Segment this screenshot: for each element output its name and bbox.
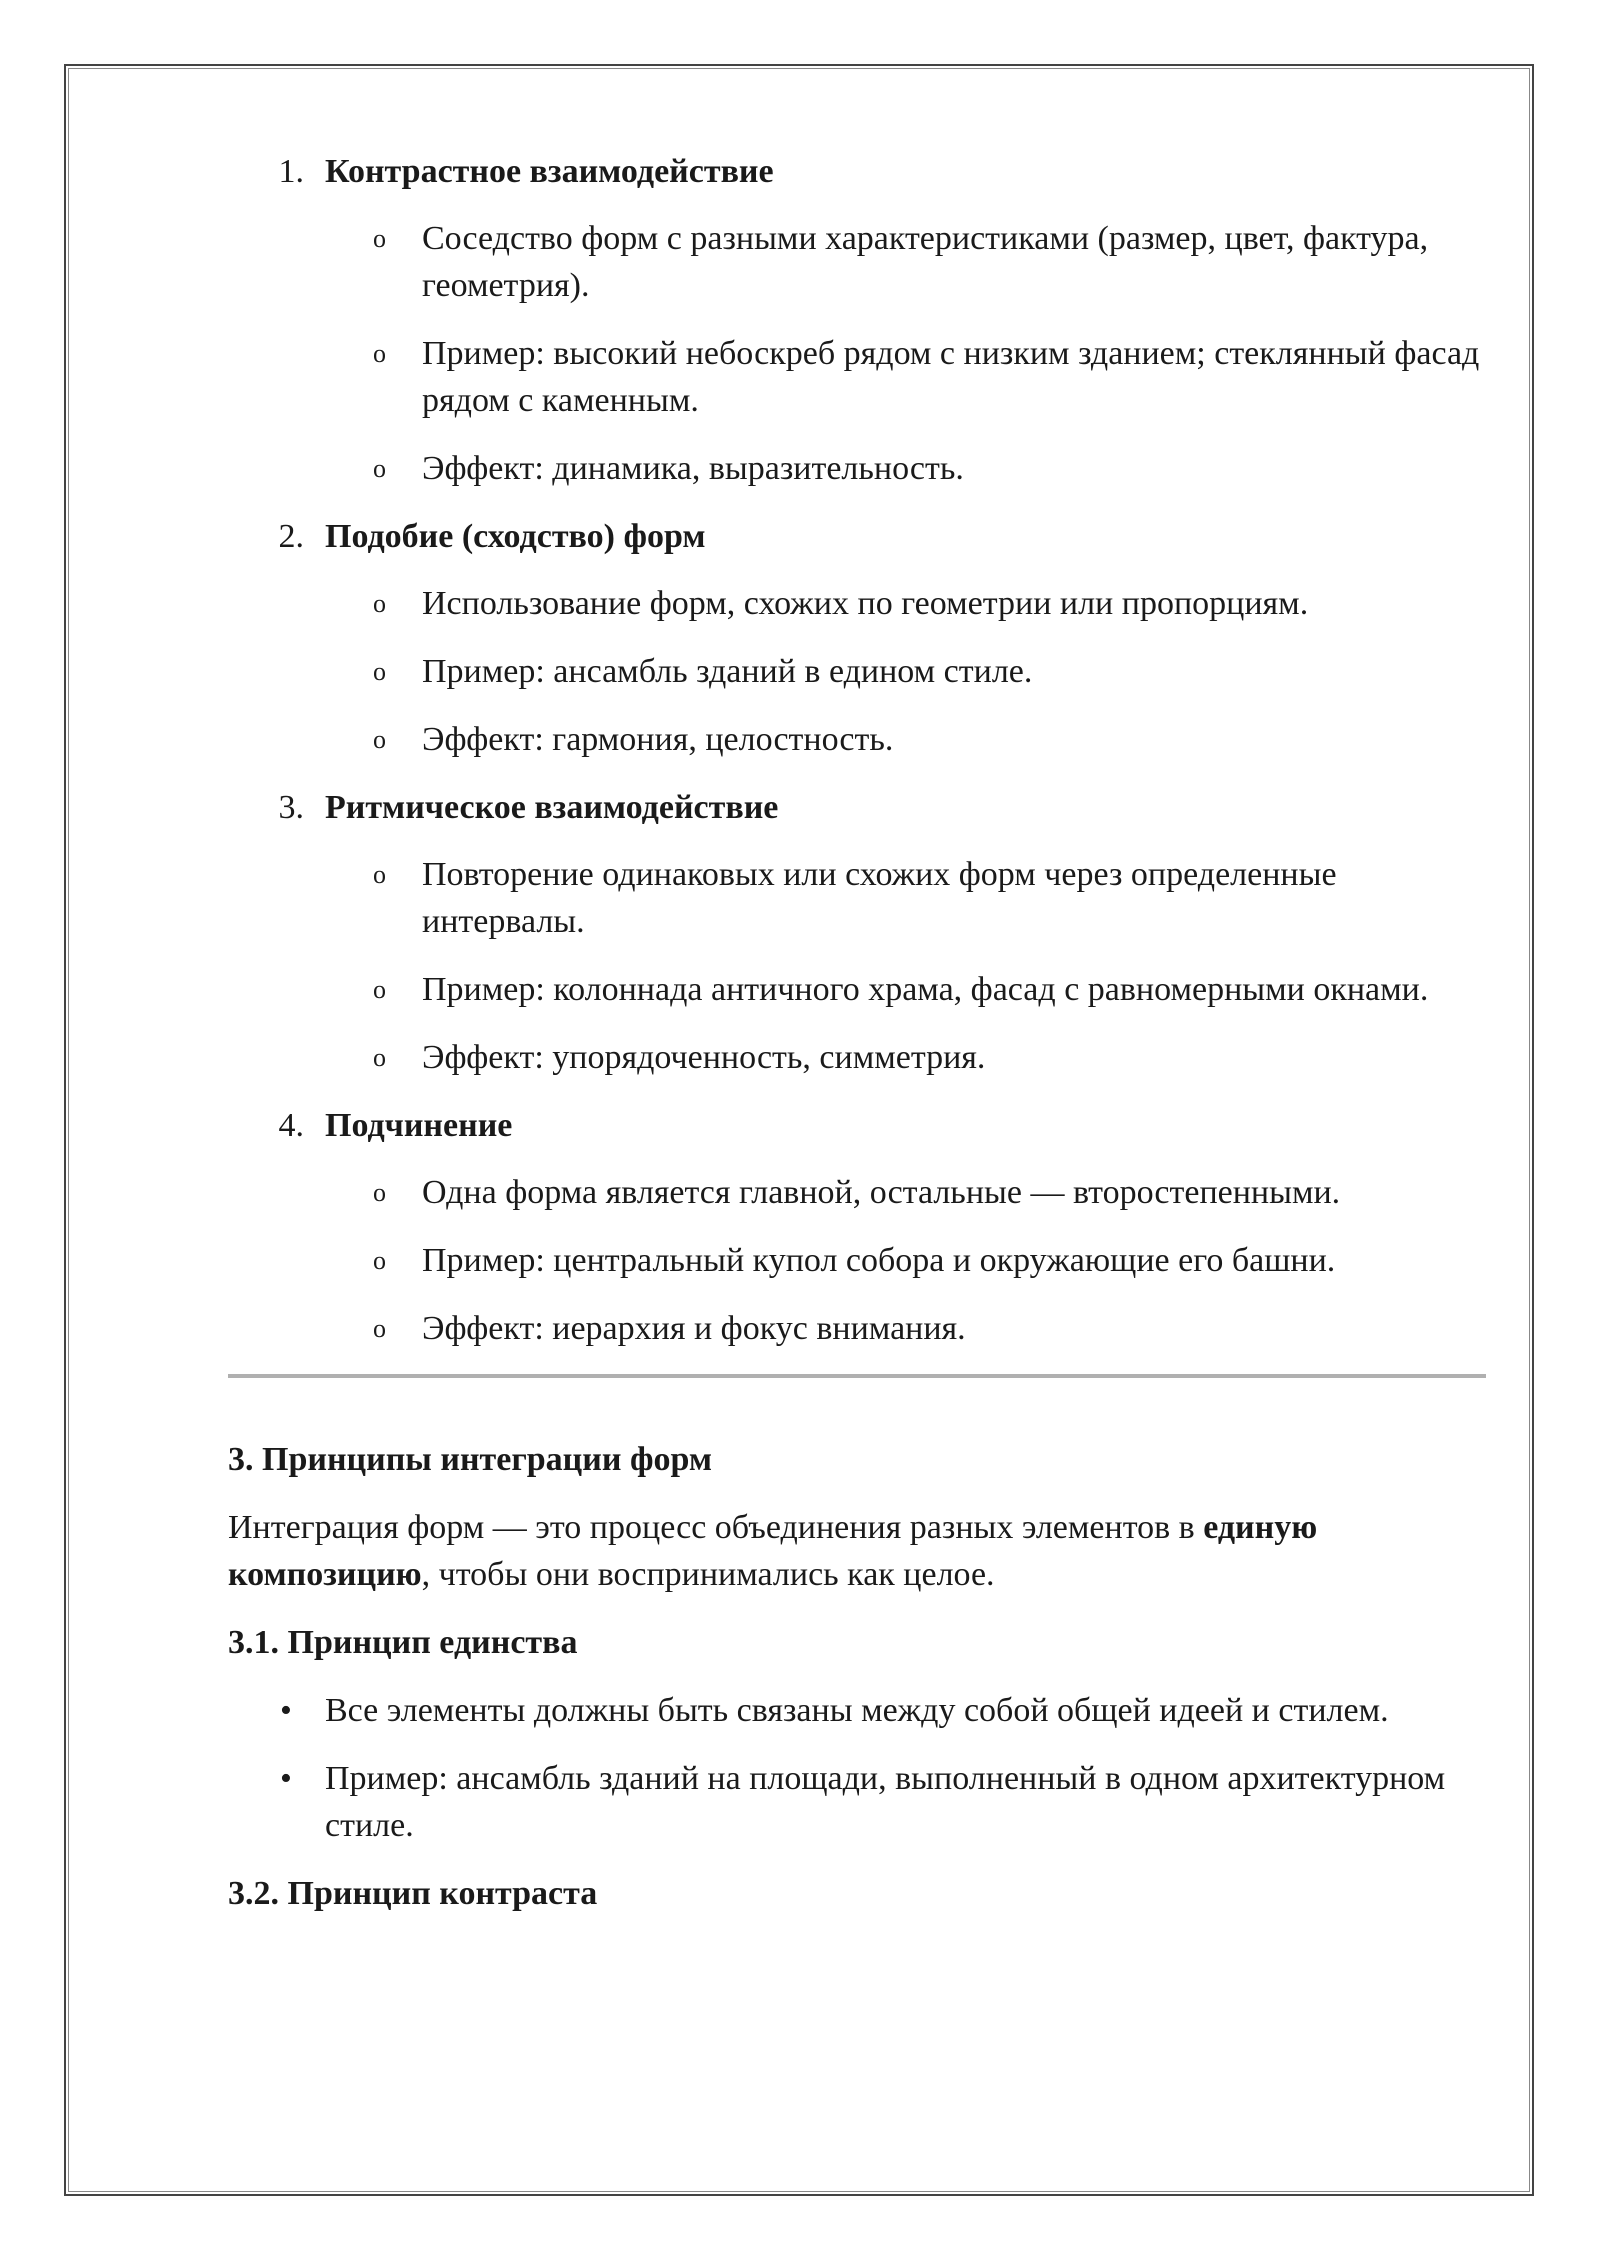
item-title: Ритмическое взаимодействие [325, 789, 779, 826]
item-title: Контрастное взаимодействие [325, 153, 774, 190]
list-item: o Пример: высокий небоскреб рядом с низким зданием; стеклянный фасад рядом с каменным. [325, 330, 1490, 424]
list-item: o Эффект: динамика, выразительность. [325, 445, 1490, 492]
bold-phrase: единую композицию [228, 1509, 1318, 1593]
circle-bullet-icon: o [373, 1314, 386, 1343]
sub-list [325, 1169, 1490, 1352]
circle-bullet-icon: o [373, 975, 386, 1004]
list-item: o Соседство форм с разными характеристиками (размер, цвет, фактура, геометрия). [325, 215, 1490, 309]
item-number: 3. [278, 789, 304, 826]
list-item: o Пример: колоннада античного храма, фасад с равномерными окнами. [325, 966, 1490, 1013]
numbered-item-1 [228, 148, 1490, 492]
list-item: • Все элементы должны быть связаны между собой общей идеей и стилем. [228, 1687, 1490, 1734]
circle-bullet-icon: o [373, 725, 386, 754]
circle-bullet-icon: o [373, 339, 386, 368]
circle-bullet-icon: o [373, 1043, 386, 1072]
circle-bullet-icon: o [373, 657, 386, 686]
list-item: o Эффект: иерархия и фокус внимания. [325, 1305, 1490, 1352]
list-item: o Одна форма является главной, остальные — второстепенными. [325, 1169, 1490, 1216]
list-item: o Использование форм, схожих по геометрии или пропорциям. [325, 580, 1490, 627]
circle-bullet-icon: o [373, 454, 386, 483]
circle-bullet-icon: o [373, 224, 386, 253]
circle-bullet-icon: o [373, 1178, 386, 1207]
numbered-list [228, 148, 1490, 1352]
sub-list [325, 580, 1490, 763]
item-number: 1. [278, 153, 304, 190]
item-title: Подчинение [325, 1107, 513, 1144]
bullet-icon: • [280, 1760, 292, 1797]
circle-bullet-icon: o [373, 1246, 386, 1275]
item-number: 4. [278, 1107, 304, 1144]
list-item: • Пример: ансамбль зданий на площади, выполненный в одном архитектурном стиле. [228, 1755, 1490, 1849]
circle-bullet-icon: o [373, 589, 386, 618]
numbered-item-3 [228, 784, 1490, 1081]
list-item: o Пример: ансамбль зданий в едином стиле. [325, 648, 1490, 695]
intro-paragraph: Интеграция форм — это процесс объединения разных элементов в единую композицию, чтобы они воспринимались как целое. [228, 1509, 1318, 1593]
sub-list [325, 851, 1490, 1081]
list-item: o Эффект: упорядоченность, симметрия. [325, 1034, 1490, 1081]
document-content [228, 148, 1490, 1917]
sub-list [325, 215, 1490, 492]
section-heading: 3. Принципы интеграции форм [228, 1441, 713, 1478]
numbered-item-2 [228, 513, 1490, 763]
item-title: Подобие (сходство) форм [325, 518, 706, 555]
list-item: o Повторение одинаковых или схожих форм через определенные интервалы. [325, 851, 1490, 945]
circle-bullet-icon: o [373, 860, 386, 889]
subsection-heading-unity: 3.1. Принцип единства [228, 1624, 578, 1661]
numbered-item-4 [228, 1102, 1490, 1352]
list-item: o Пример: центральный купол собора и окружающие его башни. [325, 1237, 1490, 1284]
bullet-list [228, 1687, 1490, 1849]
list-item: o Эффект: гармония, целостность. [325, 716, 1490, 763]
item-number: 2. [278, 518, 304, 555]
bullet-icon: • [280, 1692, 292, 1729]
subsection-heading-contrast: 3.2. Принцип контраста [228, 1875, 598, 1912]
